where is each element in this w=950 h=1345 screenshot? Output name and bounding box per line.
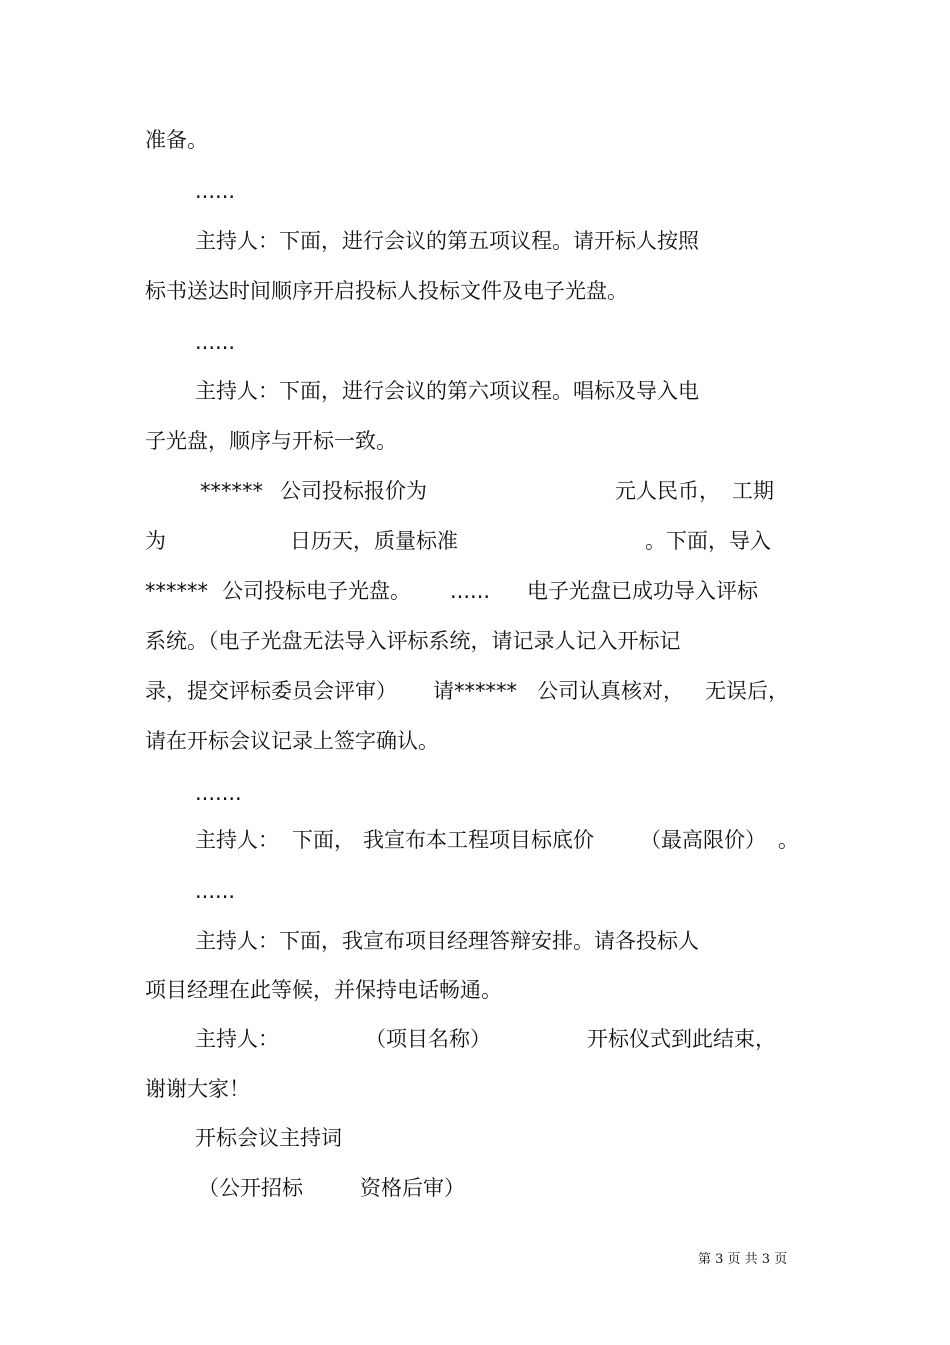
line-text: ...... [450, 579, 491, 603]
line-text: 我宣布本工程项目标底价 [363, 828, 594, 852]
line-text: 录，提交评标委员会评审） [145, 679, 397, 703]
line-text: 电子光盘已成功导入评标 [527, 579, 758, 603]
ellipsis-line: ....... [195, 781, 242, 805]
line-text: 主持人： [195, 828, 279, 852]
paragraph-line: 子光盘，顺序与开标一致。 [145, 429, 397, 453]
paragraph-line: 系统。（电子光盘无法导入评标系统，请记录人记入开标记 [145, 629, 681, 653]
line-text: 资格后审） [360, 1176, 465, 1200]
line-text: 为 [145, 529, 166, 553]
ellipsis-line: ...... [195, 879, 236, 903]
line-text: 无误后， [705, 679, 789, 703]
paragraph-line: 请在开标会议记录上签字确认。 [145, 729, 439, 753]
line-text: 公司投标电子光盘。 [222, 579, 411, 603]
page-number: 第 3 页 共 3 页 [698, 1252, 788, 1267]
ellipsis-line: ...... [195, 330, 236, 354]
line-text: （公开招标 [198, 1176, 303, 1200]
line-text: 请****** [433, 679, 517, 703]
review-line [0, 676, 950, 706]
paragraph-line: 准备。 [145, 128, 208, 152]
line-text: 主持人： [195, 1027, 279, 1051]
price-announcement-line [0, 825, 950, 855]
paragraph-line: 谢谢大家！ [145, 1077, 250, 1101]
duration-line [0, 526, 950, 556]
company-placeholder: ****** [145, 579, 208, 603]
section-title: 开标会议主持词 [195, 1126, 342, 1150]
line-text: 元人民币， [615, 479, 720, 503]
line-text: 工期 [732, 479, 774, 503]
closing-line [0, 1024, 950, 1054]
import-line [0, 576, 950, 606]
line-text: 。下面，导入 [645, 529, 771, 553]
ellipsis-line: ...... [195, 179, 236, 203]
line-text: （项目名称） [365, 1027, 491, 1051]
paragraph-line: 标书送达时间顺序开启投标人投标文件及电子光盘。 [145, 279, 628, 303]
line-text: 日历天，质量标准 [290, 529, 458, 553]
line-text: 下面， [292, 828, 355, 852]
bid-price-line [0, 476, 950, 506]
line-text: 公司投标报价为 [280, 479, 427, 503]
paragraph-line: 主持人：下面，我宣布项目经理答辩安排。请各投标人 [195, 929, 699, 953]
section-subtitle [0, 1173, 950, 1203]
line-text: 开标仪式到此结束， [587, 1027, 776, 1051]
paragraph-line: 主持人：下面，进行会议的第六项议程。唱标及导入电 [195, 379, 699, 403]
paragraph-line: 主持人：下面，进行会议的第五项议程。请开标人按照 [195, 229, 699, 253]
line-text: 。 [778, 828, 799, 852]
paragraph-line: 项目经理在此等候，并保持电话畅通。 [145, 978, 502, 1002]
company-placeholder: ****** [200, 479, 263, 503]
line-text: 公司认真核对， [537, 679, 684, 703]
line-text: （最高限价） [640, 828, 766, 852]
